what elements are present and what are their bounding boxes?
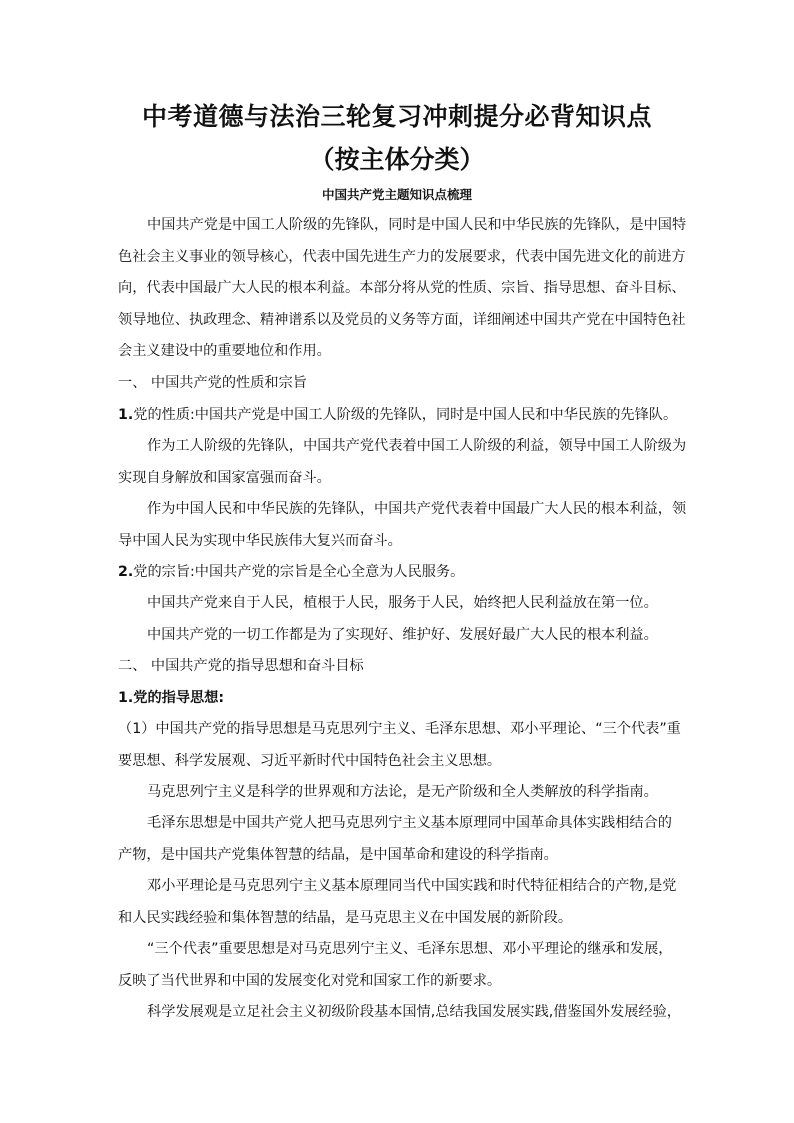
intro-paragraph bbox=[118, 210, 687, 368]
section-1-heading: 一、 中国共产党的性质和宗旨 bbox=[118, 375, 307, 391]
item-text: 党的性质:中国共产党是中国工人阶级的先锋队，同时是中国人民和中华民族的先锋队。 bbox=[133, 407, 678, 423]
item-guiding-thought bbox=[118, 683, 678, 715]
paragraph-party-work: 中国共产党的一切工作都是为了实现好、维护好、发展好最广大人民的根本利益。 bbox=[147, 627, 658, 643]
item-text: 党的指导思想: bbox=[133, 690, 225, 706]
document-subtitle: 中国共产党主题知识点梳理 bbox=[321, 187, 472, 202]
paragraph-deng-theory: 邓小平理论是马克思列宁主义基本原理同当代中国实践和时代特征相结合的产物,是党 和人民实践经验和集体智慧的结晶，是马克思主义在中国发展的新阶段。 bbox=[118, 878, 677, 926]
item-text: 党的宗旨:中国共产党的宗旨是全心全意为人民服务。 bbox=[133, 564, 465, 580]
intro-line: 领导地位、执政理念、精神谱系以及党员的义务等方面，详细阐述中国共产党在中国特色社 bbox=[118, 311, 686, 328]
intro-line: 向，代表中国最广大人民的根本利益。本部分将从党的性质、宗旨、指导思想、奋斗目标、 bbox=[118, 280, 686, 297]
document-title: 中考道德与法治三轮复习冲刺提分必背知识点 bbox=[141, 102, 652, 131]
paragraph-scientific-development: 科学发展观是立足社会主义初级阶段基本国情,总结我国发展实践,借鉴国外发展经验， bbox=[147, 1004, 681, 1020]
paragraph-guiding-thought: （1）中国共产党的指导思想是马克思列宁主义、毛泽东思想、邓小平理论、“三个代表”重 要思想、科学发展观、习近平新时代中国特色社会主义思想。 bbox=[118, 721, 681, 769]
paragraph-three-represents: “三个代表”重要思想是对马克思列宁主义、毛泽东思想、邓小平理论的继承和发展， 反映了当代世界和中国的发展变化对党和国家工作的新要求。 bbox=[118, 941, 673, 989]
section-2-heading: 二、 中国共产党的指导思想和奋斗目标 bbox=[118, 658, 364, 674]
paragraph-marxism: 马克思列宁主义是科学的世界观和方法论，是无产阶级和全人类解放的科学指南。 bbox=[147, 784, 658, 800]
paragraph-party-origin: 中国共产党来自于人民，植根于人民，服务于人民，始终把人民利益放在第一位。 bbox=[147, 595, 658, 611]
intro-line: 会主义建设中的重要地位和作用。 bbox=[118, 343, 331, 360]
paragraph-worker-vanguard: 作为工人阶级的先锋队，中国共产党代表着中国工人阶级的利益，领导中国工人阶级为 实现自身解放和国家富强而奋斗。 bbox=[118, 438, 687, 486]
intro-line: 色社会主义事业的领导核心，代表中国先进生产力的发展要求，代表中国先进文化的前进方 bbox=[118, 248, 686, 265]
paragraph-people-vanguard: 作为中国人民和中华民族的先锋队，中国共产党代表着中国最广大人民的根本利益，领 导中国人民为实现中华民族伟大复兴而奋斗。 bbox=[118, 501, 687, 549]
item-party-purpose bbox=[118, 557, 678, 589]
paragraph-mao-thought: 毛泽东思想是中国共产党人把马克思列宁主义基本原理同中国革命具体实践相结合的 产物，是中国共产党集体智慧的结晶，是中国革命和建设的科学指南。 bbox=[118, 815, 672, 863]
item-party-nature bbox=[118, 400, 678, 432]
item-number: 2. bbox=[118, 564, 134, 580]
intro-line: 中国共产党是中国工人阶级的先锋队，同时是中国人民和中华民族的先锋队，是中国特 bbox=[147, 217, 687, 233]
item-number: 1. bbox=[118, 690, 134, 706]
item-number: 1. bbox=[118, 407, 134, 423]
document-title-classification: （按主体分类） bbox=[309, 145, 485, 174]
